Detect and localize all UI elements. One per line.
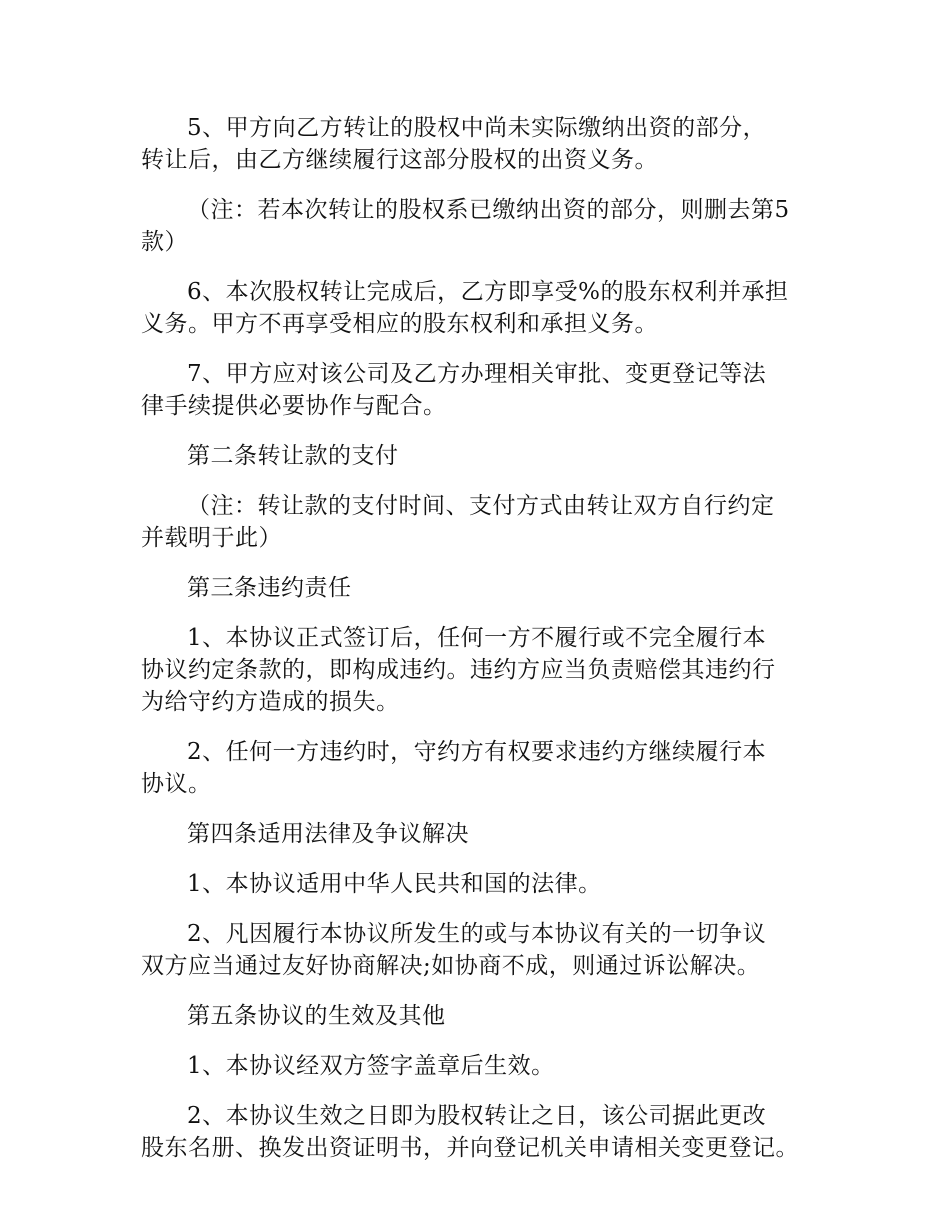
text-line: 第五条协议的生效及其他 <box>187 1003 446 1029</box>
text-line: 5、甲方向乙方转让的股权中尚未实际缴纳出资的部分， <box>187 115 767 141</box>
note-paragraph <box>141 194 831 258</box>
text-line: 6、本次股权转让完成后，乙方即享受%的股东权利并承担 <box>187 279 789 305</box>
clause-6-paragraph <box>141 276 831 340</box>
text-line: 第二条转让款的支付 <box>187 443 399 469</box>
effect-clause-2-paragraph <box>141 1100 831 1164</box>
text-line: （注：转让款的支付时间、支付方式由转让双方自行约定 <box>187 493 775 519</box>
text-line: 1、本协议经双方签字盖章后生效。 <box>187 1053 555 1079</box>
text-line: 股东名册、换发出资证明书，并向登记机关申请相关变更登记。 <box>141 1135 799 1161</box>
section-heading-article-5 <box>141 1000 831 1032</box>
note-paragraph <box>141 490 831 554</box>
law-clause-1-paragraph <box>141 868 831 900</box>
text-line: 2、凡因履行本协议所发生的或与本协议有关的一切争议 <box>187 921 767 947</box>
text-line: 款） <box>141 229 188 255</box>
text-line: 律手续提供必要协作与配合。 <box>141 393 447 419</box>
text-line: 为给守约方造成的损失。 <box>141 689 400 715</box>
law-clause-2-paragraph <box>141 918 831 982</box>
text-line: 并载明于此） <box>141 525 282 551</box>
effect-clause-1-paragraph <box>141 1050 831 1082</box>
section-heading-article-2 <box>141 440 831 472</box>
breach-clause-1-paragraph <box>141 622 831 718</box>
text-line: 双方应当通过友好协商解决;如协商不成，则通过诉讼解决。 <box>141 953 761 979</box>
text-line: （注：若本次转让的股权系已缴纳出资的部分，则删去第5 <box>187 197 790 223</box>
text-line: 1、本协议适用中华人民共和国的法律。 <box>187 871 602 897</box>
text-line: 义务。甲方不再享受相应的股东权利和承担义务。 <box>141 311 658 337</box>
text-line: 协议。 <box>141 771 212 797</box>
text-line: 2、任何一方违约时，守约方有权要求违约方继续履行本 <box>187 739 767 765</box>
document-body <box>141 112 831 1182</box>
breach-clause-2-paragraph <box>141 736 831 800</box>
text-line: 第三条违约责任 <box>187 575 352 601</box>
text-line: 2、本协议生效之日即为股权转让之日，该公司据此更改 <box>187 1103 767 1129</box>
text-line: 7、甲方应对该公司及乙方办理相关审批、变更登记等法 <box>187 361 767 387</box>
clause-7-paragraph <box>141 358 831 422</box>
text-line: 转让后，由乙方继续履行这部分股权的出资义务。 <box>141 147 658 173</box>
text-line: 第四条适用法律及争议解决 <box>187 821 469 847</box>
clause-5-paragraph <box>141 112 831 176</box>
text-line: 协议约定条款的，即构成违约。违约方应当负责赔偿其违约行 <box>141 657 776 683</box>
text-line: 1、本协议正式签订后，任何一方不履行或不完全履行本 <box>187 625 767 651</box>
section-heading-article-4 <box>141 818 831 850</box>
section-heading-article-3 <box>141 572 831 604</box>
